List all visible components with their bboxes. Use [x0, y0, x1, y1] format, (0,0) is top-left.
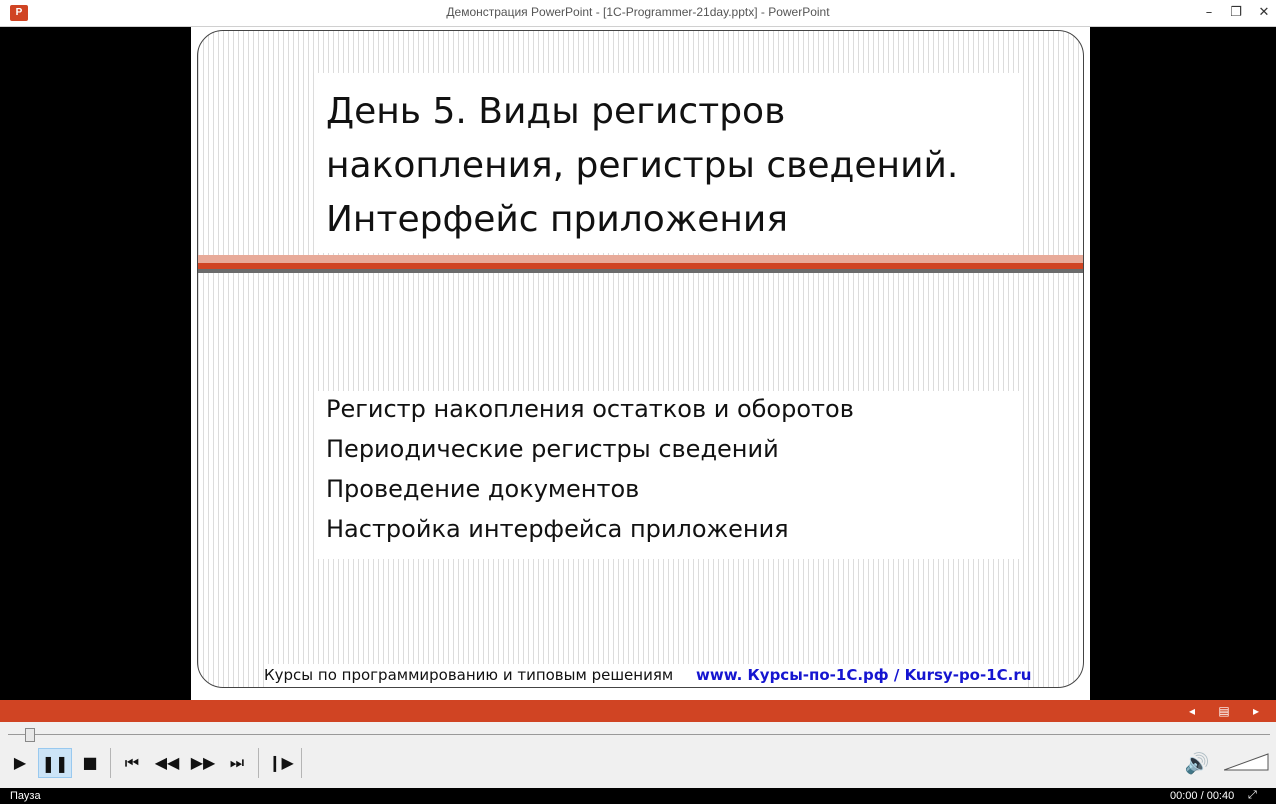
prev-slide-icon[interactable]: ◂ [1188, 704, 1196, 718]
footer-links[interactable]: www. Курсы-по-1С.рф / Kursy-po-1C.ru [696, 666, 1032, 684]
playback-status: Пауза [10, 790, 41, 802]
skip-forward-icon[interactable]: ⏭ [229, 753, 245, 772]
slide-footer [264, 664, 1032, 688]
expand-icon[interactable]: ⤢ [1248, 789, 1257, 801]
slide-title-line: накопления, регистры сведений. [326, 145, 959, 186]
playback-time: 00:00 / 00:40 [1170, 790, 1235, 802]
powerpoint-app-icon: P [10, 5, 28, 21]
bullet-item: Регистр накопления остатков и оборотов [326, 395, 854, 423]
bullet-item: Настройка интерфейса приложения [326, 515, 789, 543]
window-title: Демонстрация PowerPoint - [1C-Programmer-21day.pptx] - PowerPoint [446, 5, 830, 19]
slideshow-stage [0, 27, 1276, 700]
rewind-icon[interactable]: ◀◀ [154, 753, 180, 772]
bullet-item: Проведение документов [326, 475, 640, 503]
separator [301, 748, 302, 778]
minimize-button[interactable]: – [1205, 5, 1213, 20]
bullet-item: Периодические регистры сведений [326, 435, 779, 463]
seek-bar[interactable] [8, 734, 1270, 735]
pause-icon[interactable]: ❚❚ [38, 748, 72, 778]
slide-title [326, 85, 1016, 247]
stop-icon[interactable]: ■ [82, 753, 98, 772]
slide[interactable] [191, 27, 1090, 700]
window-title-bar [0, 0, 1276, 27]
footer-text: Курсы по программированию и типовым решениям [264, 666, 674, 684]
slide-frame [197, 30, 1084, 688]
slide-title-line: Интерфейс приложения [326, 199, 788, 240]
accent-band-gray [198, 269, 1084, 273]
media-controls [0, 722, 1276, 788]
status-bar [0, 788, 1276, 804]
separator [110, 748, 111, 778]
play-icon[interactable]: ▶ [13, 753, 27, 772]
frame-step-icon[interactable]: ❙▶ [268, 753, 294, 772]
fast-forward-icon[interactable]: ▶▶ [190, 753, 216, 772]
skip-back-icon[interactable]: ⏮ [124, 753, 140, 772]
volume-slider[interactable] [1224, 752, 1272, 772]
next-slide-icon[interactable]: ▸ [1252, 704, 1260, 718]
seek-thumb[interactable] [25, 728, 35, 742]
restore-button[interactable]: ❐ [1230, 5, 1242, 20]
slideshow-nav-bar [0, 700, 1276, 722]
volume-icon[interactable]: 🔊 [1184, 751, 1210, 775]
close-button[interactable]: ✕ [1258, 5, 1270, 20]
slide-title-box [316, 73, 1022, 253]
slide-bullet-list [316, 391, 1022, 559]
accent-band-light [198, 255, 1084, 263]
separator [258, 748, 259, 778]
slide-title-line: День 5. Виды регистров [326, 91, 786, 132]
slide-list-icon[interactable]: ▤ [1218, 704, 1230, 718]
